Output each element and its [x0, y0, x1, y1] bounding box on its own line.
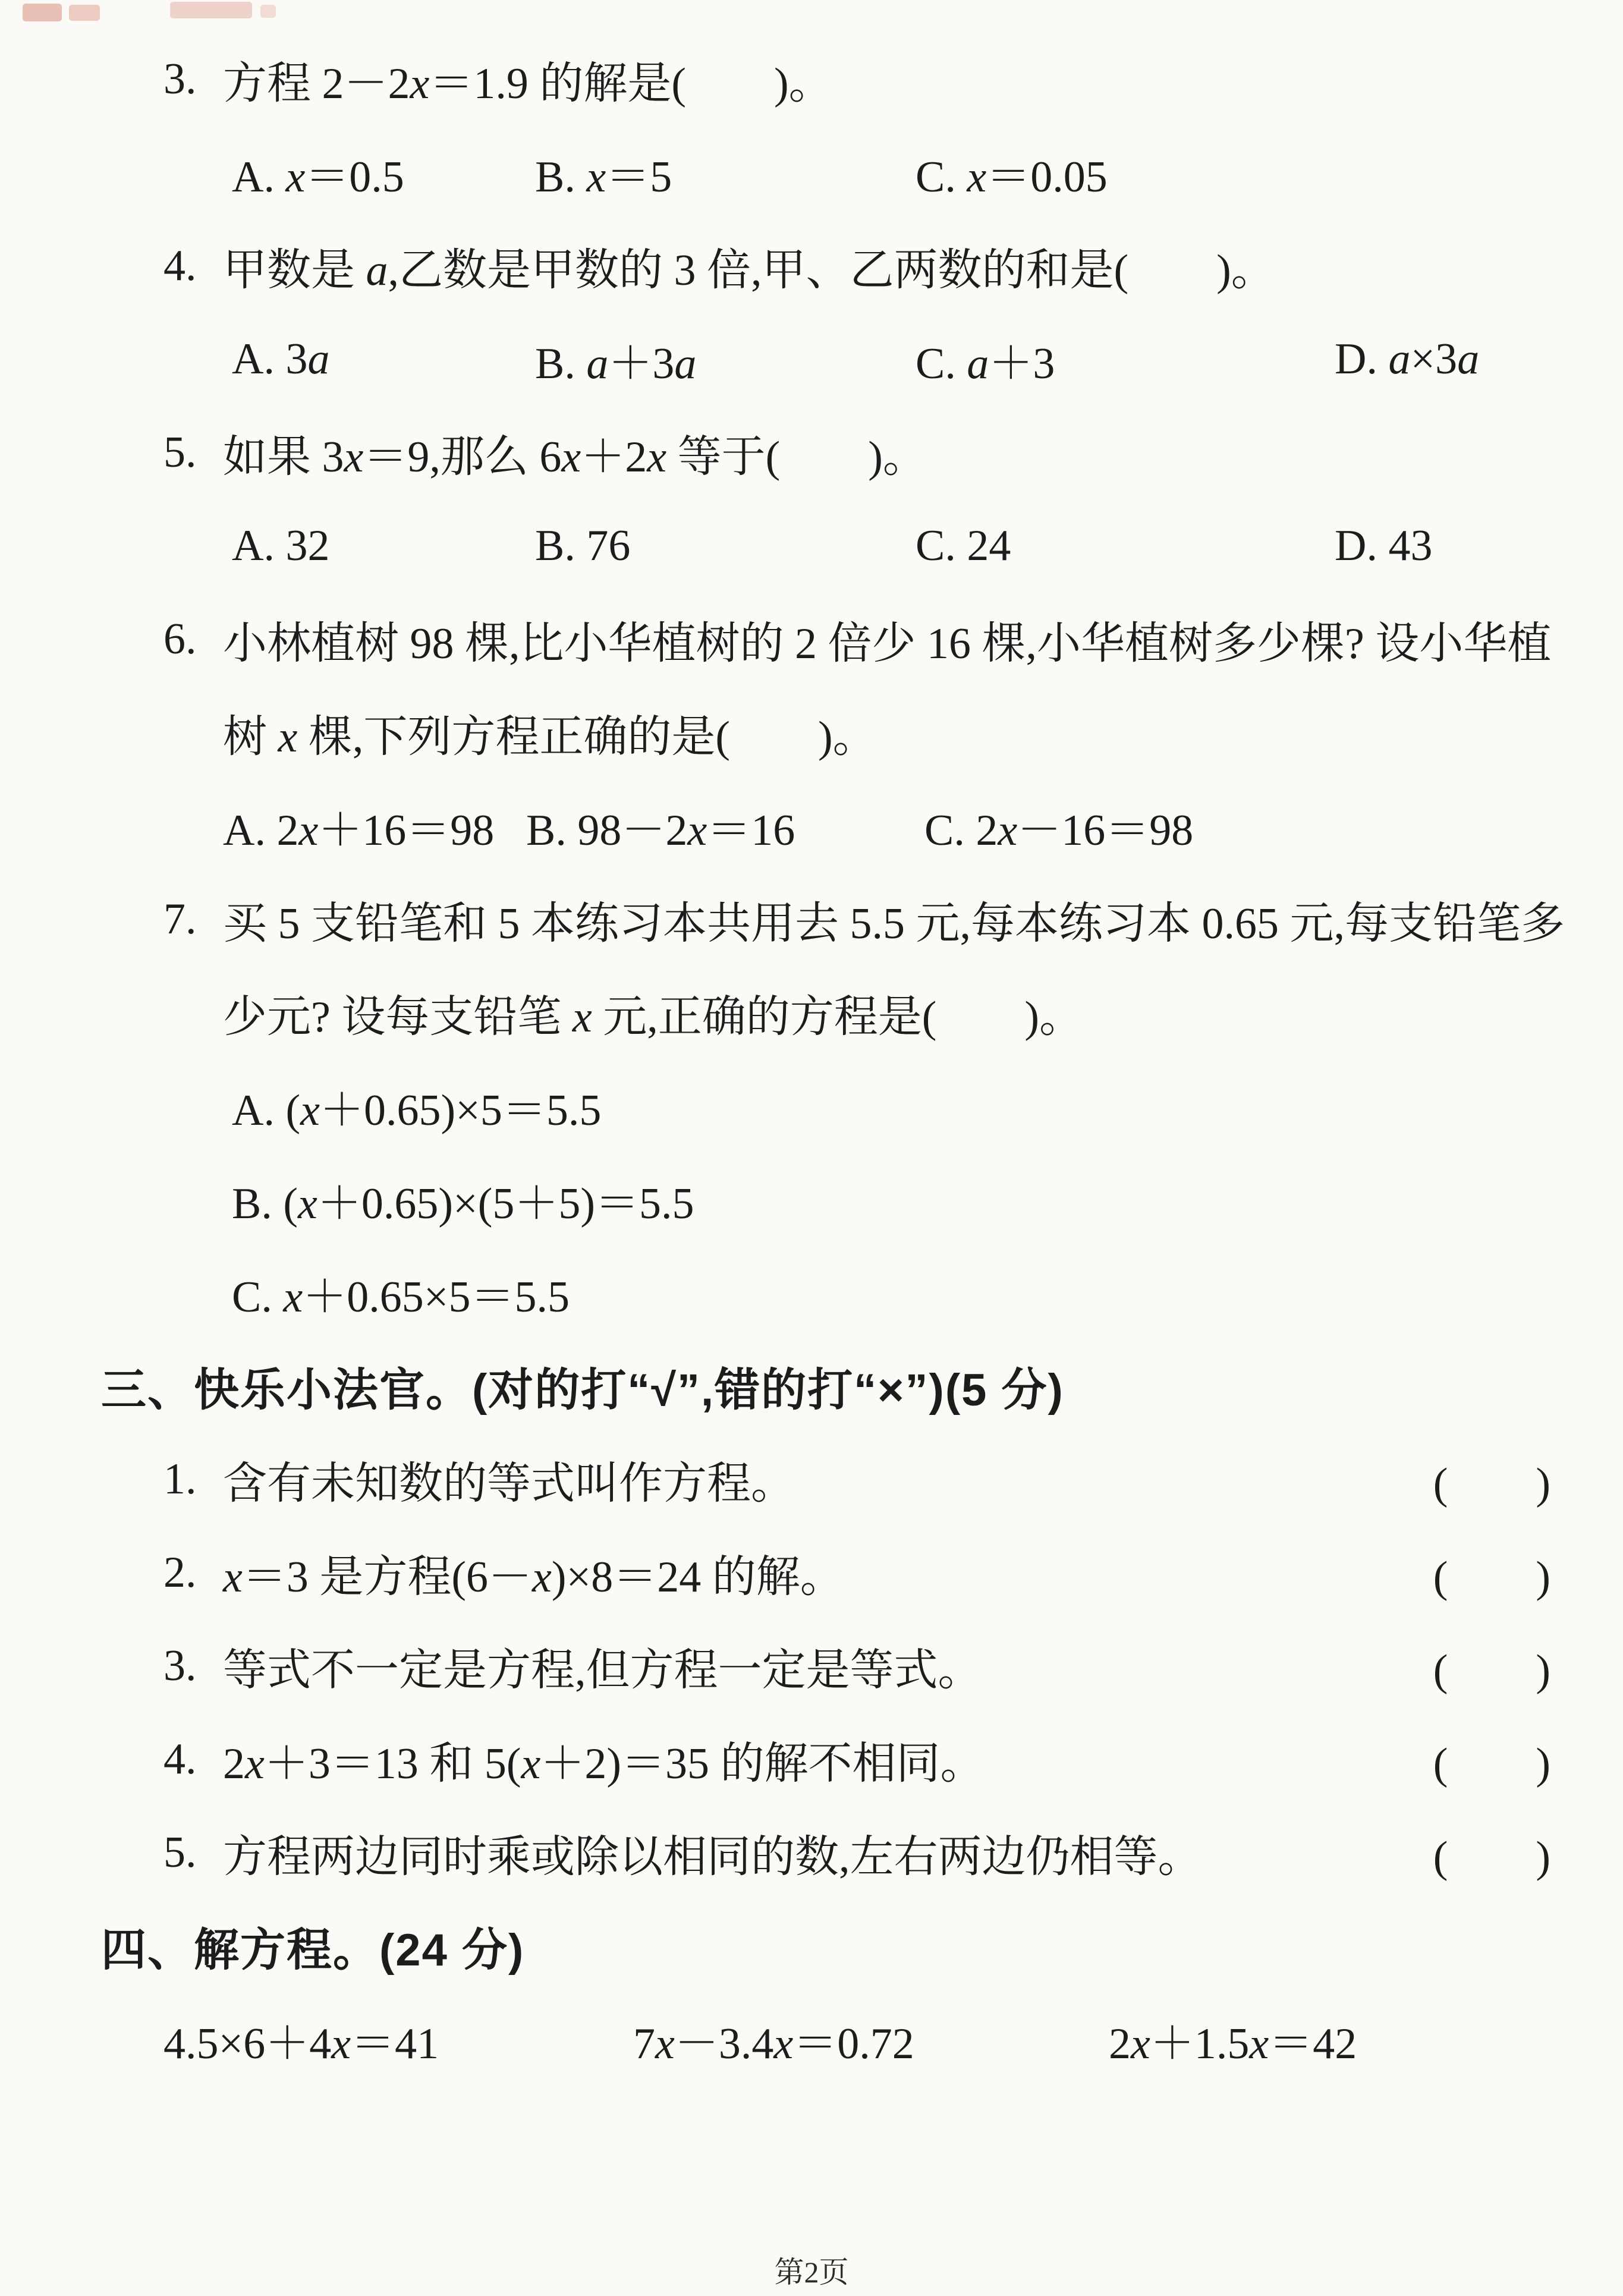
- question-7-stem-line-2: [0, 966, 1623, 1059]
- question-7-text-1: 买 5 支铅笔和 5 本练习本共用去 5.5 元,每本练习本 0.65 元,每支铅笔多: [223, 899, 1565, 948]
- judge-section-heading: [0, 1339, 1623, 1433]
- worksheet-content: [0, 33, 1623, 2086]
- solve-section-heading: [0, 1899, 1623, 1993]
- red-print-artifact: [170, 2, 252, 18]
- judge-section-note: (对的打“√”,错的打“×”)(5 分): [472, 1365, 1064, 1416]
- answer-parens: ( ): [1433, 1832, 1550, 1882]
- judge-item-4: [0, 1713, 1623, 1806]
- page-number: 第2页: [774, 2256, 849, 2289]
- judge-item-text: 含有未知数的等式叫作方程。: [223, 1459, 795, 1508]
- judge-item-number: 2.: [163, 1548, 197, 1597]
- option-c: C. x＝0.05: [916, 152, 1108, 202]
- question-5-options: [0, 499, 1623, 593]
- question-6-stem-line-2: [0, 686, 1623, 779]
- question-7-option-a-row: [0, 1059, 1623, 1153]
- option-b: B. 76: [535, 521, 631, 570]
- question-6-text-1: 小林植树 98 棵,比小华植树的 2 倍少 16 棵,小华植树多少棵? 设小华植: [223, 619, 1552, 668]
- judge-item-number: 1.: [163, 1455, 197, 1504]
- red-print-artifact: [260, 5, 276, 18]
- question-4-options: [0, 313, 1623, 406]
- question-3-stem: [0, 33, 1623, 126]
- judge-item-text: x＝3 是方程(6－x)×8＝24 的解。: [223, 1552, 844, 1602]
- judge-item-text: 等式不一定是方程,但方程一定是等式。: [223, 1646, 982, 1695]
- judge-item-2: [0, 1526, 1623, 1619]
- option-c: C. 24: [916, 521, 1011, 570]
- question-7-number: 7.: [163, 895, 197, 943]
- option-a: A. 3a: [232, 335, 330, 383]
- option-a: A. x＝0.5: [232, 152, 404, 202]
- question-5-text: 如果 3x＝9,那么 6x＋2x 等于( )。: [223, 432, 927, 482]
- option-d: D. 43: [1335, 521, 1433, 570]
- question-3: [0, 33, 1623, 219]
- option-b: B. 98－2x＝16: [526, 806, 795, 855]
- answer-parens: ( ): [1433, 1646, 1550, 1695]
- question-6-stem-line-1: [0, 593, 1623, 686]
- option-b: B. x＝5: [535, 152, 672, 202]
- red-print-artifact: [69, 5, 100, 21]
- question-3-text: 方程 2－2x＝1.9 的解是( )。: [223, 59, 833, 108]
- judge-section: [0, 1339, 1623, 1899]
- red-print-artifact: [23, 4, 62, 21]
- question-6-options: [0, 779, 1623, 873]
- question-5-stem: [0, 406, 1623, 499]
- question-4: [0, 219, 1623, 406]
- question-3-options: [0, 126, 1623, 219]
- judge-section-title: 三、快乐小法官。: [101, 1365, 472, 1416]
- judge-item-text: 方程两边同时乘或除以相同的数,左右两边仍相等。: [223, 1832, 1202, 1882]
- question-7-option-b-row: [0, 1153, 1623, 1246]
- solve-section-title: 四、解方程。(24 分): [101, 1925, 525, 1976]
- equation-2: 7x－3.4x＝0.72: [633, 2019, 914, 2068]
- question-5: [0, 406, 1623, 593]
- equation-1: 4.5×6＋4x＝41: [163, 2019, 439, 2068]
- answer-parens: ( ): [1433, 1552, 1550, 1602]
- question-7-text-2: 少元? 设每支铅笔 x 元,正确的方程是( )。: [223, 992, 1084, 1042]
- judge-item-3: [0, 1619, 1623, 1713]
- question-6-text-2: 树 x 棵,下列方程正确的是( )。: [223, 712, 877, 762]
- question-6: [0, 593, 1623, 873]
- question-6-number: 6.: [163, 615, 197, 663]
- judge-item-text: 2x＋3＝13 和 5(x＋2)＝35 的解不相同。: [223, 1739, 985, 1788]
- question-4-stem: [0, 219, 1623, 313]
- judge-item-number: 3.: [163, 1641, 197, 1690]
- page-footer: [0, 2248, 1623, 2291]
- equation-3: 2x＋1.5x＝42: [1109, 2019, 1357, 2068]
- judge-item-5: [0, 1806, 1623, 1899]
- judge-item-1: [0, 1433, 1623, 1526]
- option-c: C. x＋0.65×5＝5.5: [232, 1272, 570, 1322]
- answer-parens: ( ): [1433, 1459, 1550, 1508]
- question-4-text: 甲数是 a,乙数是甲数的 3 倍,甲、乙两数的和是( )。: [223, 246, 1275, 295]
- answer-parens: ( ): [1433, 1739, 1550, 1788]
- option-b: B. a＋3a: [535, 339, 697, 388]
- option-b: B. (x＋0.65)×(5＋5)＝5.5: [232, 1179, 694, 1228]
- option-c: C. 2x－16＝98: [924, 806, 1194, 855]
- judge-item-number: 4.: [163, 1735, 197, 1784]
- option-a: A. 2x＋16＝98: [223, 806, 495, 855]
- option-c: C. a＋3: [916, 339, 1055, 388]
- option-d: D. a×3a: [1335, 335, 1480, 383]
- question-3-number: 3.: [163, 55, 197, 103]
- judge-item-number: 5.: [163, 1828, 197, 1877]
- question-7-option-c-row: [0, 1246, 1623, 1339]
- question-7: [0, 873, 1623, 1339]
- option-a: A. (x＋0.65)×5＝5.5: [232, 1086, 602, 1135]
- option-a: A. 32: [232, 521, 330, 570]
- solve-section: [0, 1899, 1623, 2086]
- question-4-number: 4.: [163, 241, 197, 290]
- question-7-stem-line-1: [0, 873, 1623, 966]
- solve-equations-row: [0, 1993, 1623, 2086]
- question-5-number: 5.: [163, 428, 197, 477]
